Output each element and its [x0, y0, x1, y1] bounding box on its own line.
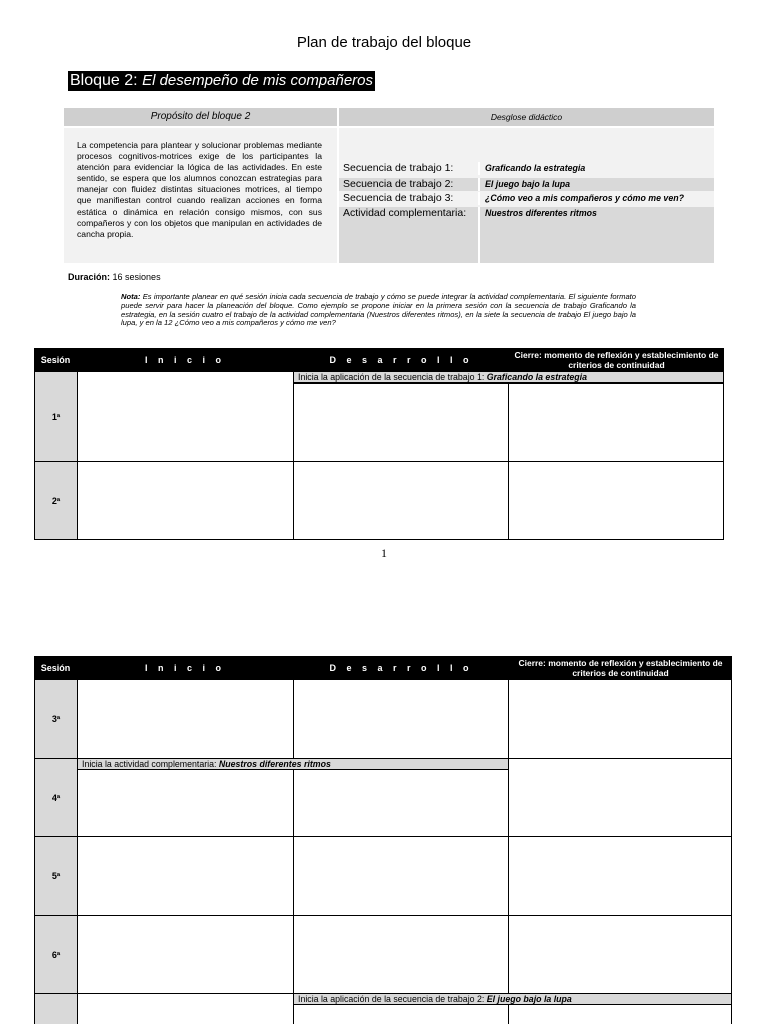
closure-cell[interactable] — [508, 383, 724, 462]
header-session: Sesión — [40, 662, 71, 673]
session-cell: 6ª — [34, 915, 78, 994]
sequence-value: El juego bajo la lupa — [485, 179, 571, 189]
sequence-row — [339, 162, 714, 175]
duration — [68, 272, 161, 282]
sequence-value: Nuestros diferentes ritmos — [485, 208, 597, 218]
header-development: D e s a r r o l l o — [329, 662, 473, 673]
development-cell[interactable] — [293, 461, 509, 540]
session-cell: 2ª — [34, 461, 78, 540]
start-cell[interactable] — [77, 461, 294, 540]
closure-cell[interactable] — [508, 758, 732, 837]
start-cell[interactable] — [77, 769, 294, 837]
sequence-row — [339, 192, 714, 205]
sequence-label: Secuencia de trabajo 1: — [343, 162, 454, 174]
closure-cell[interactable] — [508, 461, 724, 540]
start-cell[interactable] — [77, 836, 294, 916]
session-cell — [34, 993, 78, 1024]
sequence-start-note: Inicia la aplicación de la secuencia de trabajo 2: El juego bajo la lupa — [293, 993, 732, 1005]
complementary-start-note: Inicia la actividad complementaria: Nuestros diferentes ritmos — [77, 758, 509, 770]
note — [121, 293, 636, 328]
start-cell[interactable] — [77, 371, 294, 462]
closure-cell[interactable] — [508, 679, 732, 759]
duration-value: 16 sesiones — [112, 272, 161, 282]
session-cell: 1ª — [34, 371, 78, 462]
block-label: Bloque 2: — [70, 72, 138, 89]
table-header — [34, 348, 724, 371]
document-title: Plan de trabajo del bloque — [296, 34, 472, 51]
development-cell[interactable] — [293, 915, 509, 994]
header-closure: Cierre: momento de reflexión y establecimiento de criterios de continuidad — [514, 349, 719, 370]
sequence-value: Graficando la estrategia — [485, 163, 586, 173]
session-cell: 5ª — [34, 836, 78, 916]
development-cell[interactable] — [293, 1004, 509, 1024]
closure-cell[interactable] — [508, 915, 732, 994]
development-cell[interactable] — [293, 836, 509, 916]
header-start: I n i c i o — [144, 354, 225, 365]
block-name: El desempeño de mis compañeros — [142, 72, 374, 89]
sequence-label: Actividad complementaria: — [343, 207, 467, 219]
table-header — [34, 656, 732, 679]
header-session: Sesión — [40, 354, 71, 365]
breakdown-header: Desglose didáctico — [339, 108, 714, 126]
sequence-label: Secuencia de trabajo 3: — [343, 192, 454, 204]
sequence-row — [339, 178, 714, 191]
start-cell[interactable] — [77, 915, 294, 994]
development-cell[interactable] — [293, 679, 509, 759]
session-cell: 3ª — [34, 679, 78, 759]
block-heading — [68, 71, 375, 91]
session-cell: 4ª — [34, 758, 78, 837]
start-cell[interactable] — [77, 679, 294, 759]
closure-cell[interactable] — [508, 836, 732, 916]
header-start: I n i c i o — [144, 662, 225, 673]
closure-cell[interactable] — [508, 1004, 732, 1024]
sequence-row — [339, 207, 714, 263]
start-cell[interactable] — [77, 993, 294, 1024]
page-number: 1 — [381, 546, 387, 560]
header-development: D e s a r r o l l o — [329, 354, 473, 365]
purpose-header: Propósito del bloque 2 — [64, 108, 337, 126]
note-label: Nota: — [121, 292, 141, 301]
duration-label: Duración: — [68, 272, 111, 282]
development-cell[interactable] — [293, 383, 509, 462]
development-cell[interactable] — [293, 769, 509, 837]
note-text: Es importante planear en qué sesión inicia cada secuencia de trabajo y cómo se puede integrar la actividad complementaria. El siguiente formato puede servir para hacer la planeación del bloque. Como ejemplo se propone iniciar en la primera sesión con la secuencia de trabajo Graficando la estrategia, en la sesión cuatro el trabajo de la actividad complementaria (Nuestros diferentes ritmos), en la siete la secuencia de trabajo El juego bajo la lupa, y en la 12 ¿Cómo veo a mis compañeros y cómo me ven? — [121, 292, 636, 328]
sequence-label: Secuencia de trabajo 2: — [343, 178, 454, 190]
header-closure: Cierre: momento de reflexión y establecimiento de criterios de continuidad — [518, 657, 723, 678]
sequence-start-note: Inicia la aplicación de la secuencia de trabajo 1: Graficando la estrategia — [293, 371, 724, 383]
sequence-value: ¿Cómo veo a mis compañeros y cómo me ven? — [485, 193, 684, 203]
purpose-text: La competencia para plantear y solucionar problemas mediante procesos cognitivos-motrices exige de los participantes la atención para evidenciar la lógica de las actividades. En este sentido, se espera que los alumnos conozcan estrategias para manejar con fluidez distintas situaciones motrices, al tiempo que manifiestan control cuando realizan acciones en forma estática o dinámica en relación consigo mismos, con sus compañeros y con los objetos que manipulan en actividades de cancha propia. — [77, 140, 322, 239]
